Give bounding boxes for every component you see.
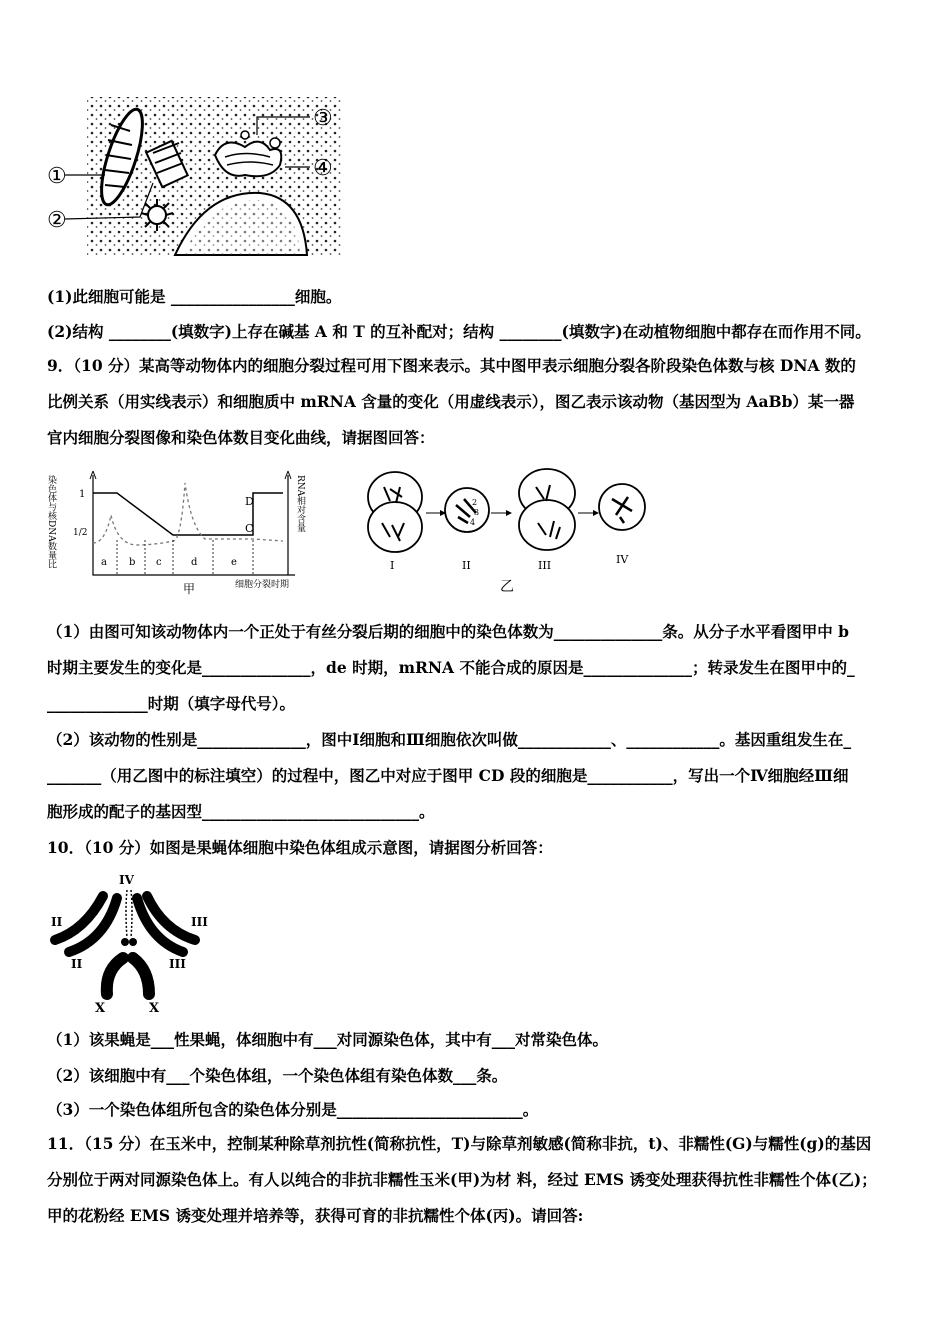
fly-label-IV: IV [119, 873, 134, 887]
jia-left-axis-label: 染色体与核DNA数量比 [46, 475, 56, 569]
q9-q1-line1: （1）由图可知该动物体内一个正处于有丝分裂后期的细胞中的染色体数为______________条。从分子水平看图甲中 b [47, 622, 850, 641]
label-1: ① [47, 164, 67, 189]
q10-intro: 10．（10 分）如图是果蝇体细胞中染色体组成示意图，请据图分析回答： [47, 838, 553, 857]
jia-ytick-half: 1/2 [73, 528, 88, 538]
cell-label-I: I [390, 559, 395, 572]
q10-q1: （1）该果蝇是___性果蝇，体细胞中有___对同源染色体，其中有___对常染色体。 [47, 1030, 609, 1049]
fly-label-III-top: III [191, 915, 208, 929]
q9-q2-line2: _______（用乙图中的标注填空）的过程中，图乙中对应于图甲 CD 段的细胞是___________，写出一个Ⅳ细胞经Ⅲ细 [47, 766, 849, 785]
jia-ytick-1: 1 [79, 489, 86, 500]
jia-phase-d: d [191, 557, 198, 568]
q11-line3: 甲的花粉经 EMS 诱变处理并培养等，获得可育的非抗糯性个体(丙)。请回答: [47, 1206, 584, 1225]
fly-label-III-bottom: III [169, 957, 186, 971]
q9-intro-line1: 9．（10 分）某高等动物体内的细胞分裂过程可用下图来表示。其中图甲表示细胞分裂各阶段染色体数与核 DNA 数的 [47, 356, 856, 375]
fly-label-X-right: X [149, 1001, 160, 1015]
cell-label-II: II [462, 559, 471, 572]
q9-q1-line2: 时期主要发生的变化是______________，de 时期，mRNA 不能合成的原因是______________；转录发生在图甲中的_ [47, 658, 855, 677]
cell-I-shape [368, 472, 422, 552]
svg-text:3: 3 [474, 508, 480, 517]
svg-text:4: 4 [470, 518, 476, 527]
q11-line1: 11．（15 分）在玉米中，控制某种除草剂抗性(简称抗性，T)与除草剂敏感(简称非抗，t)、非糯性(G)与糯性(g)的基因 [47, 1134, 872, 1153]
svg-text:2: 2 [472, 498, 478, 507]
jia-phase-b: b [129, 557, 136, 568]
q9-intro-line3: 官内细胞分裂图像和染色体数目变化曲线，请据图回答： [47, 428, 435, 447]
fruitfly-chromosome-figure [45, 870, 220, 1015]
cell-II-shape [445, 488, 489, 532]
fly-label-II-bottom: II [71, 957, 83, 971]
q10-q2: （2）该细胞中有___个染色体组，一个染色体组有染色体数___条。 [47, 1066, 508, 1085]
jia-caption: 甲 [183, 582, 196, 596]
ribosome-cluster-shape [141, 199, 173, 231]
jia-point-c: C [245, 522, 254, 535]
label-4: ④ [313, 156, 333, 181]
jia-point-d: D [245, 495, 254, 508]
fly-label-X-left: X [95, 1001, 106, 1015]
q9-q2-line3: 胞形成的配子的基因型____________________________。 [47, 802, 435, 821]
cell-label-III: III [538, 559, 552, 572]
cell-structure-figure [45, 95, 345, 260]
fly-label-II-top: II [51, 915, 63, 929]
jia-ratio-line [93, 493, 283, 535]
q10-q3: （3）一个染色体组所包含的染色体分别是________________________。 [47, 1100, 539, 1119]
q8-sub2: (2)结构 ________(填数字)上存在碱基 A 和 T 的互补配对；结构 ________(填数字)在动植物细胞中都存在而作用不同。 [47, 322, 871, 341]
label-2: ② [47, 208, 67, 233]
jia-phase-e: e [231, 557, 237, 568]
jia-phase-a: a [101, 557, 107, 568]
cell-IV-shape [599, 484, 645, 530]
q11-line2: 分别位于两对同源染色体上。有人以纯合的非抗非糯性玉米(甲)为材 料，经过 EMS 诱变处理获得抗性非糯性个体(乙)； [47, 1170, 877, 1189]
q9-intro-line2: 比例关系（用实线表示）和细胞质中 mRNA 含量的变化（用虚线表示），图乙表示该动物（基因型为 AaBb）某一器 [47, 392, 855, 411]
q9-q1-line3: _____________时期（填字母代号）。 [47, 694, 296, 713]
cell-III-shape [519, 469, 575, 550]
label-3: ③ [313, 106, 333, 131]
yi-caption: 乙 [500, 579, 514, 595]
jia-right-axis-label: RNA相对含量 [295, 475, 305, 533]
q9-q2-line1: （2）该动物的性别是______________，图中Ⅰ细胞和Ⅲ细胞依次叫做____________、____________。基因重组发生在_ [47, 730, 852, 749]
figure-jia-graph [45, 465, 325, 600]
figure-yi-cells [360, 465, 660, 595]
cell-label-IV: IV [616, 553, 629, 566]
jia-x-label: 细胞分裂时期 [235, 580, 290, 590]
jia-phase-c: c [156, 557, 162, 568]
q8-sub1: (1)此细胞可能是 ________________细胞。 [47, 287, 342, 306]
